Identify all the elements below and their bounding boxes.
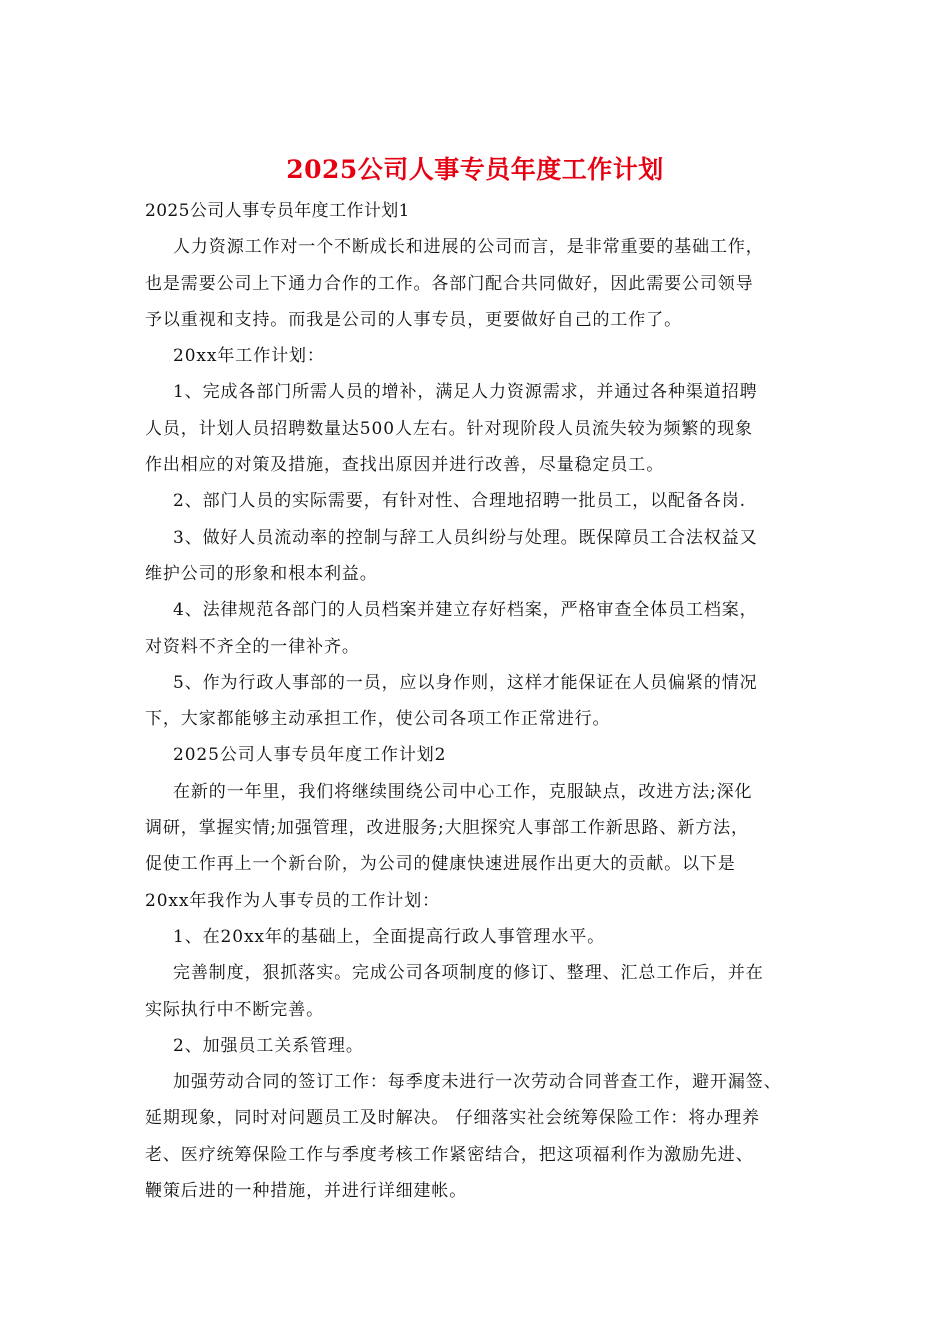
paragraph-line: 作出相应的对策及措施，查找出原因并进行改善，尽量稳定员工。 bbox=[145, 455, 665, 476]
paragraph-line: 加强劳动合同的签订工作：每季度未进行一次劳动合同普查工作，避开漏签、 bbox=[173, 1072, 782, 1093]
paragraph-line: 维护公司的形象和根本利益。 bbox=[145, 563, 378, 584]
paragraph-line: 延期现象，同时对问题员工及时解决。 仔细落实社会统筹保险工作：将办理养 bbox=[145, 1108, 760, 1129]
paragraph-line: 下，大家都能够主动承担工作，使公司各项工作正常进行。 bbox=[145, 709, 611, 730]
paragraph-line: 3、做好人员流动率的控制与辞工人员纠纷与处理。既保障员工合法权益又 bbox=[173, 527, 758, 548]
paragraph-line: 予以重视和支持。而我是公司的人事专员，更要做好自己的工作了。 bbox=[145, 309, 682, 330]
paragraph-line: 完善制度，狠抓落实。完成公司各项制度的修订、整理、汇总工作后，并在 bbox=[173, 963, 764, 984]
paragraph-line: 1、完成各部门所需人员的增补，满足人力资源需求，并通过各种渠道招聘 bbox=[173, 382, 758, 403]
paragraph-line: 5、作为行政人事部的一员，应以身作则，这样才能保证在人员偏紧的情况 bbox=[173, 672, 758, 693]
paragraph-line: 2、部门人员的实际需要，有针对性、合理地招聘一批员工，以配备各岗. bbox=[173, 491, 746, 512]
paragraph-line: 促使工作再上一个新台阶，为公司的健康快速进展作出更大的贡献。以下是 bbox=[145, 854, 736, 875]
paragraph-line: 实际执行中不断完善。 bbox=[145, 999, 324, 1020]
paragraph-line: 鞭策后进的一种措施，并进行详细建帐。 bbox=[145, 1181, 468, 1202]
paragraph-line: 调研，掌握实情;加强管理，改进服务;大胆探究人事部工作新思路、新方法， bbox=[145, 818, 749, 839]
document-body bbox=[145, 193, 813, 1209]
paragraph-line: 也是需要公司上下通力合作的工作。各部门配合共同做好，因此需要公司领导 bbox=[145, 273, 754, 294]
paragraph-line: 20xx年我作为人事专员的工作计划： bbox=[145, 890, 441, 911]
document-title: 2025公司人事专员年度工作计划 bbox=[286, 155, 664, 184]
paragraph-line: 老、医疗统筹保险工作与季度考核工作紧密结合，把这项福利作为激励先进、 bbox=[145, 1144, 754, 1165]
paragraph-line: 人员，计划人员招聘数量达500人左右。针对现阶段人员流失较为频繁的现象 bbox=[145, 418, 753, 439]
paragraph-line: 2025公司人事专员年度工作计划2 bbox=[173, 745, 447, 766]
paragraph-line: 20xx年工作计划： bbox=[173, 346, 325, 367]
paragraph-line: 在新的一年里，我们将继续围绕公司中心工作，克服缺点，改进方法;深化 bbox=[173, 781, 753, 802]
paragraph-line: 2、加强员工关系管理。 bbox=[173, 1035, 364, 1056]
section-subtitle: 2025公司人事专员年度工作计划1 bbox=[145, 201, 410, 221]
paragraph-line: 对资料不齐全的一律补齐。 bbox=[145, 636, 360, 657]
paragraph-line: 4、法律规范各部门的人员档案并建立存好档案，严格审查全体员工档案， bbox=[173, 600, 758, 621]
paragraph-line: 1、在20xx年的基础上，全面提高行政人事管理水平。 bbox=[173, 926, 606, 947]
paragraph-line: 人力资源工作对一个不断成长和进展的公司而言，是非常重要的基础工作， bbox=[173, 237, 764, 258]
